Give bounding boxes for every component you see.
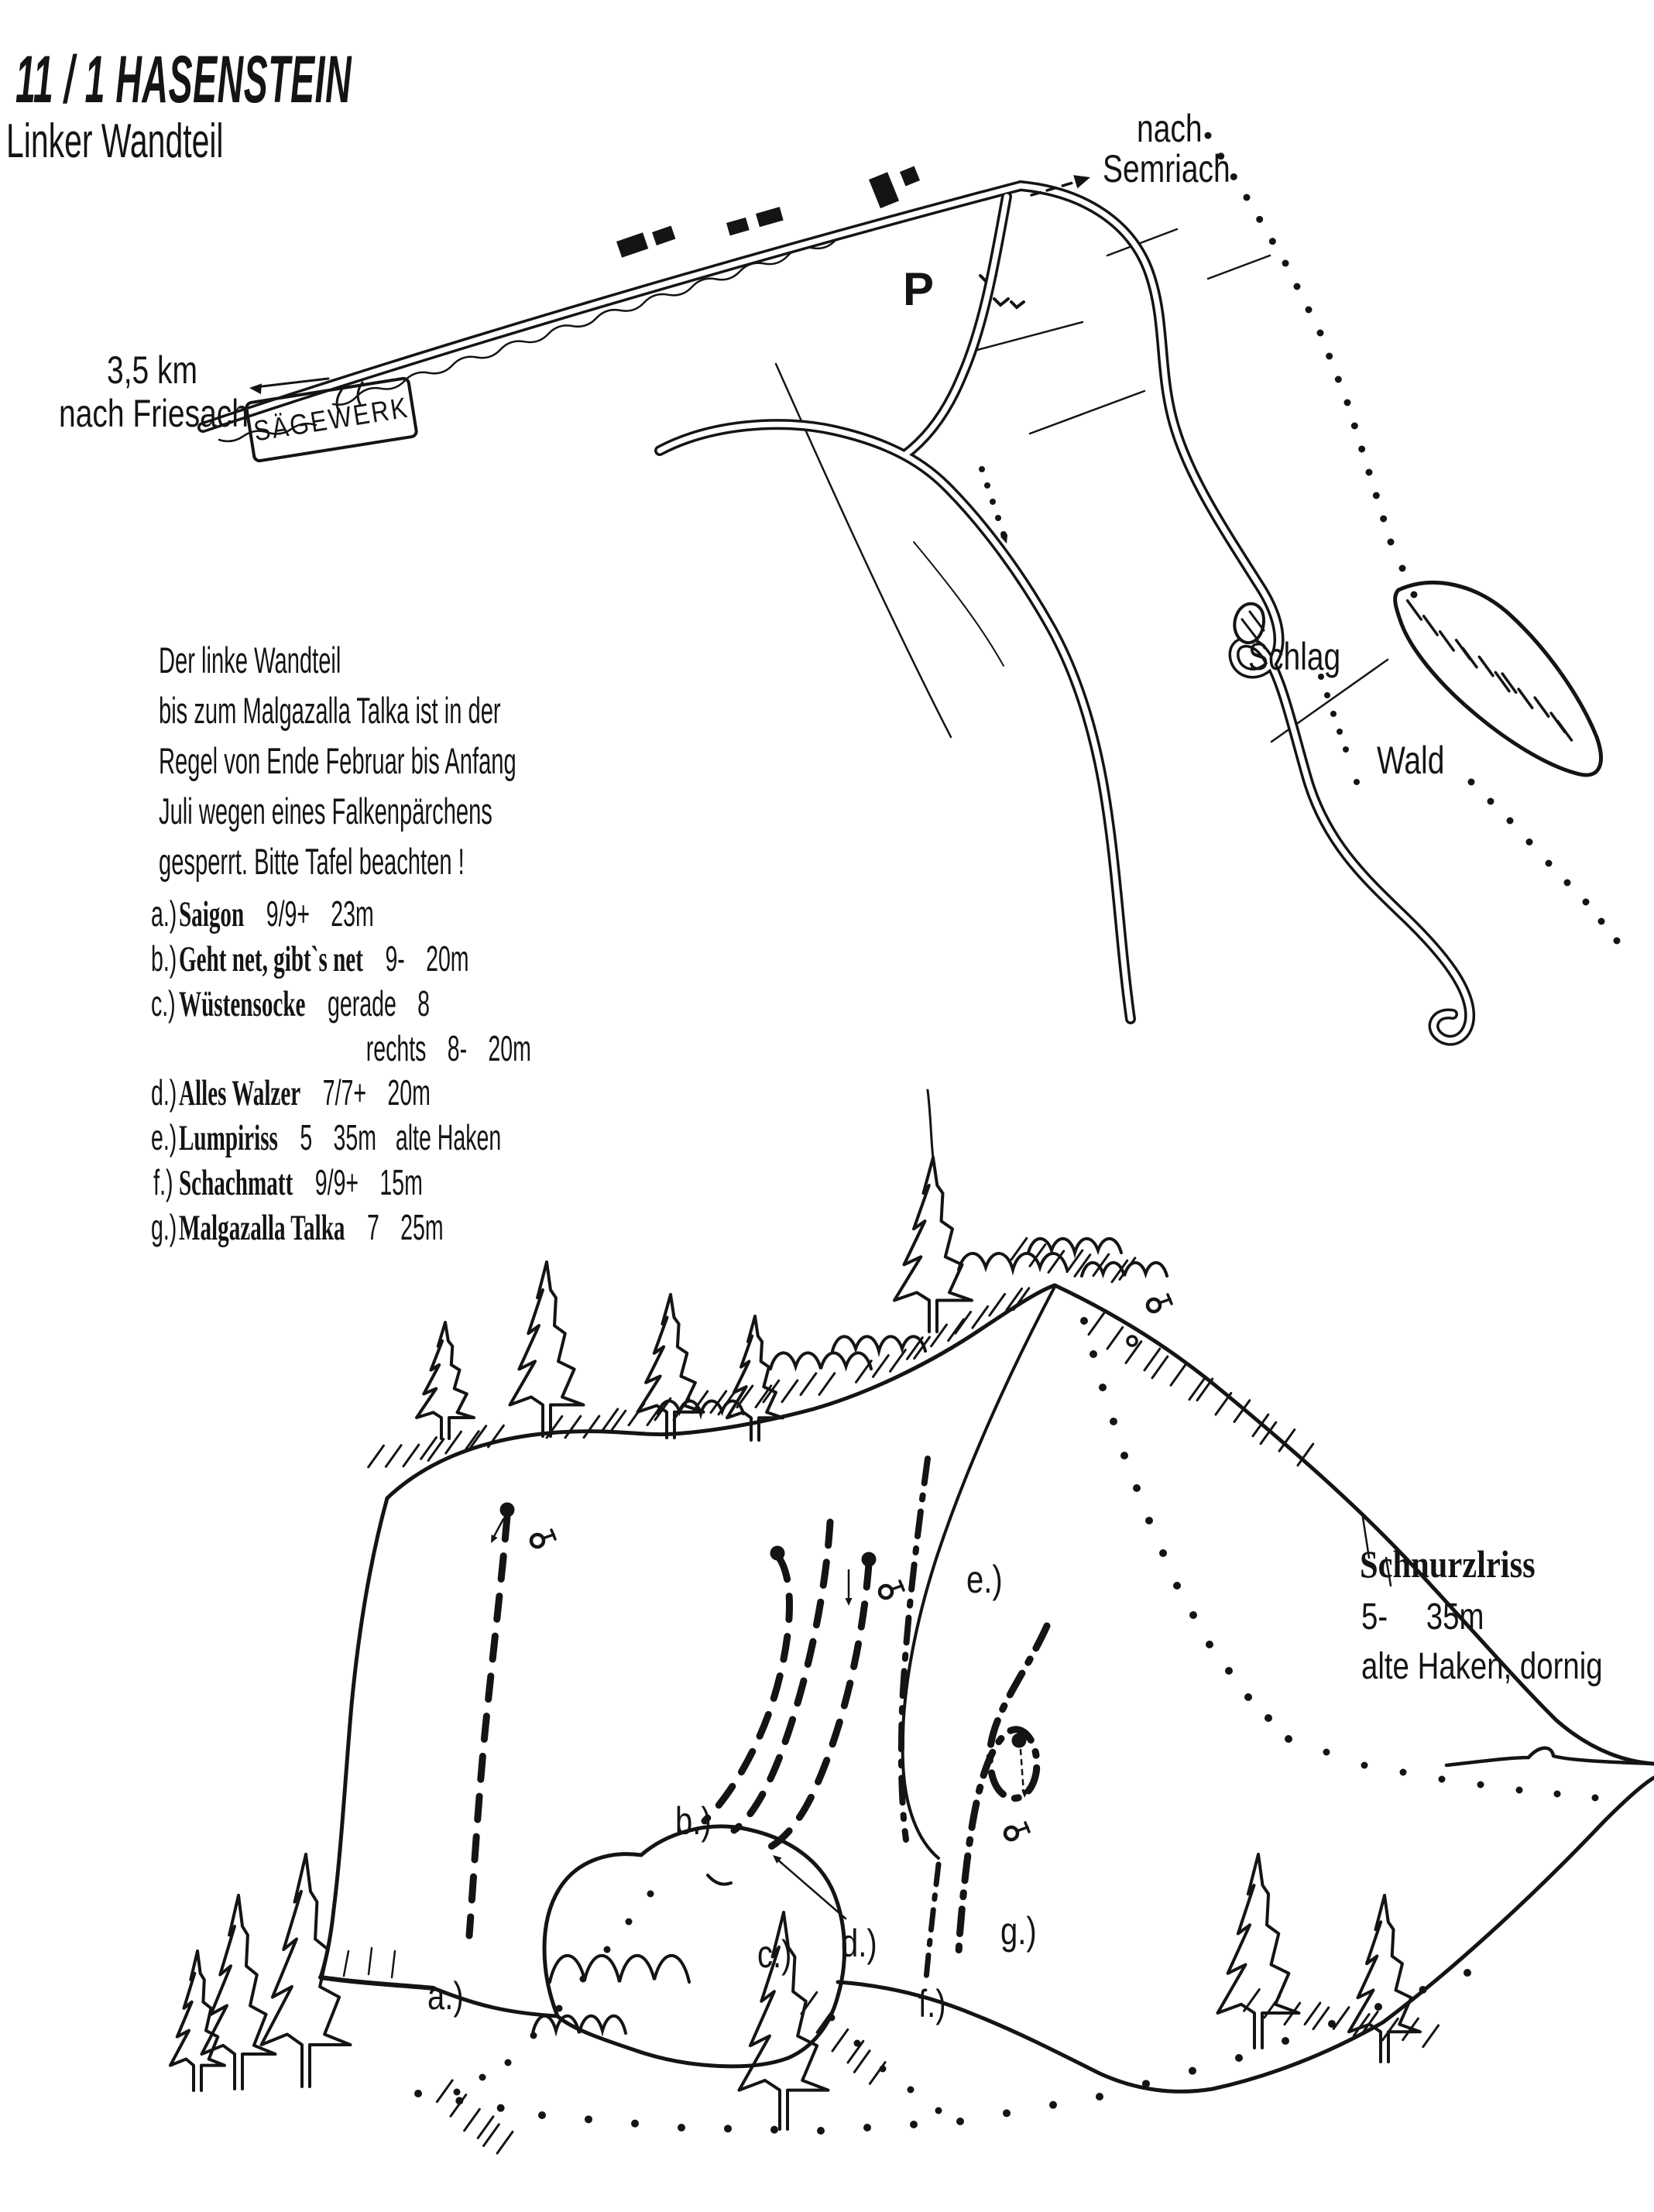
route-length: 20m — [426, 938, 469, 979]
page-title: 11 / 1 HASENSTEIN — [15, 43, 352, 117]
map-dest-semriach-line2: Semriach — [1103, 147, 1230, 190]
map-dest-friesach: nach Friesach — [59, 392, 249, 435]
route-length: 35m — [333, 1117, 377, 1157]
route-grade: 5 — [300, 1117, 313, 1157]
route-grade: 9/9+ — [314, 1162, 359, 1202]
route-row-g — [151, 1205, 551, 1250]
notice-line: gesperrt. Bitte Tafel beachten ! — [159, 841, 465, 882]
route-variant-length: 20m — [488, 1028, 531, 1068]
crag-route-label-c: c.) — [757, 1932, 792, 1976]
map-dest-semriach-line1: nach — [1137, 107, 1203, 150]
parking-symbol: P — [903, 263, 935, 315]
route-row-d — [151, 1071, 551, 1116]
crag-route-label-g: g.) — [1000, 1909, 1037, 1953]
page-subtitle: Linker Wandteil — [6, 115, 224, 168]
route-letter: d.) — [151, 1072, 177, 1113]
route-length: 20m — [387, 1072, 431, 1113]
route-letter: e.) — [151, 1117, 177, 1157]
route-length: 23m — [331, 893, 374, 934]
side-route-grade: 5- — [1361, 1596, 1388, 1638]
crag-route-label-f: f.) — [918, 1982, 946, 2025]
crag-route-label-e: e.) — [966, 1558, 1003, 1601]
side-route-name: Schnurzlriss — [1360, 1542, 1536, 1586]
notice-line: Juli wegen eines Falkenpärchens — [159, 790, 492, 832]
route-name: Lumpiriss — [178, 1118, 278, 1158]
sawmill-sign-label: SÄGEWERK — [251, 391, 411, 448]
route-variant-dir: gerade — [327, 983, 396, 1024]
route-grade: 9- — [385, 938, 405, 979]
route-grade: 7 — [367, 1207, 379, 1247]
route-grade: 9/9+ — [266, 893, 311, 934]
route-row-e — [151, 1116, 551, 1161]
route-letter: f.) — [153, 1162, 173, 1202]
side-route-note: alte Haken, dornig — [1361, 1646, 1603, 1687]
route-name: Wüstensocke — [178, 984, 306, 1024]
crag-route-label-d: d.) — [841, 1922, 877, 1965]
route-name: Malgazalla Talka — [178, 1208, 345, 1248]
route-name: Geht net, gibt`s net — [178, 939, 363, 979]
route-name: Alles Walzer — [178, 1073, 301, 1113]
route-name: Saigon — [178, 894, 245, 935]
route-variant-grade: 8- — [447, 1028, 468, 1068]
route-row-c — [151, 982, 551, 1027]
map-label-wald: Wald — [1377, 739, 1445, 782]
notice-line: Regel von Ende Februar bis Anfang — [159, 740, 516, 781]
side-route-grade-length — [1361, 1598, 1484, 1637]
route-row-a — [151, 892, 551, 937]
notice-line: Der linke Wandteil — [159, 640, 341, 681]
route-note: alte Haken — [395, 1117, 502, 1157]
map-label-schlag: Schlag — [1248, 635, 1341, 678]
route-row-c-variant — [151, 1027, 551, 1071]
crag-route-label-a: a.) — [427, 1974, 464, 2018]
map-dest-friesach-distance: 3,5 km — [107, 348, 198, 392]
route-grade: 7/7+ — [322, 1072, 367, 1113]
route-letter: a.) — [151, 893, 177, 934]
route-row-f — [151, 1161, 551, 1205]
route-name: Schachmatt — [178, 1163, 293, 1203]
closure-notice — [159, 635, 516, 887]
route-length: 25m — [400, 1207, 444, 1247]
crag-route-label-b: b.) — [675, 1799, 712, 1843]
route-letter: c.) — [151, 983, 176, 1024]
route-list — [151, 892, 551, 1250]
route-variant-dir: rechts — [365, 1028, 427, 1068]
route-variant-grade: 8 — [417, 983, 430, 1024]
side-route-length: 35m — [1426, 1596, 1484, 1638]
route-length: 15m — [379, 1162, 423, 1202]
route-letter: g.) — [151, 1207, 177, 1247]
route-letter: b.) — [151, 938, 177, 979]
notice-line: bis zum Malgazalla Talka ist in der — [159, 690, 501, 731]
route-row-b — [151, 937, 551, 982]
